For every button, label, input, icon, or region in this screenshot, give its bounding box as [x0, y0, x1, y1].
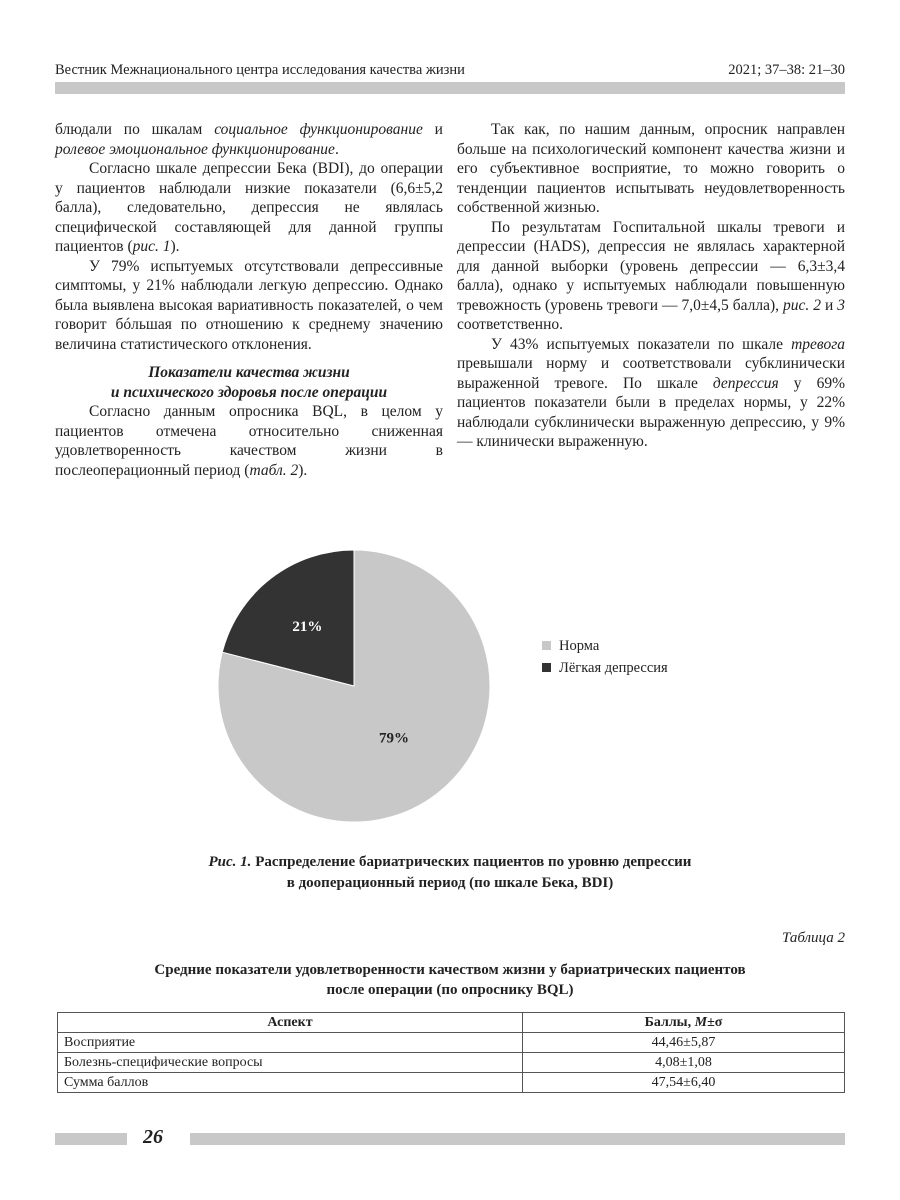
table-row — [58, 1053, 845, 1073]
pie-chart — [150, 545, 750, 845]
issue-info: 2021; 37–38: 21–30 — [728, 62, 845, 78]
paragraph: У 43% испытуемых показатели по шкале тревога превышали норму и соответствовали субклинически выраженной тревоге. По шкале депрессия у 69% пациентов показатели были в пределах нормы, у 22% наблюдали субклинически выраженную депрессию, у 9% — клинически выраженную. — [457, 335, 845, 450]
legend-item — [542, 635, 668, 657]
slice-data-label: 79% — [379, 730, 410, 747]
table-row — [58, 1033, 845, 1053]
table-cell: 44,46±5,87 — [523, 1033, 845, 1053]
table-title: Средние показатели удовлетворенности качеством жизни у бариатрических пациентов после операции (по опроснику BQL) — [154, 962, 746, 998]
pie-chart-svg — [150, 545, 550, 845]
paragraph: Так как, по нашим данным, опросник направлен больше на психологический компонент качества жизни и его субъективное восприятие, то можно говорить о тенденции пациентов испытывать неудовлетворенность собственной жизнью. — [457, 121, 845, 216]
paragraph: У 79% испытуемых отсутствовали депрессивные симптомы, у 21% наблюдали легкую депрессию. Однако была выявлена высокая вариативность показателей, о чем говорит бóльшая по отношению к среднему значению величина статистического отклонения. — [55, 257, 443, 353]
section-heading: Показатели качества жизни и психического здоровья после операции — [110, 364, 388, 401]
paragraph: По результатам Госпитальной шкалы тревоги и депрессии (HADS), депрессия не являлась характерной для данной выборки (уровень депрессии — 6,3±3,4 балла), однако у испытуемых наблюдали повышенную тревожность (уровень тревоги — 7,0±4,5 балла), рис. 2 и 3 соответственно. — [457, 218, 845, 333]
data-table — [57, 1012, 845, 1093]
table-label: Таблица 2 — [782, 930, 845, 946]
legend-label: Лёгкая депрессия — [559, 660, 668, 676]
table-cell: Болезнь-специфические вопросы — [58, 1053, 523, 1073]
table-cell: Восприятие — [58, 1033, 523, 1053]
paragraph: Согласно данным опросника BQL, в целом у пациентов отмечена относительно сниженная удовлетворенность качеством жизни в послеоперационный период (табл. 2). — [55, 403, 443, 479]
footer-bar — [190, 1133, 845, 1145]
slice-data-label: 21% — [292, 618, 323, 635]
table-row — [58, 1073, 845, 1093]
chart-legend — [542, 635, 668, 679]
table-cell: 47,54±6,40 — [523, 1073, 845, 1093]
legend-swatch — [542, 641, 551, 650]
paragraph: блюдали по шкалам социальное функционирование и ролевое эмоциональное функционирование. — [55, 121, 443, 158]
table-header-row — [58, 1013, 845, 1033]
legend-label: Норма — [559, 638, 600, 654]
column-header: Аспект — [58, 1013, 523, 1033]
journal-title: Вестник Межнационального центра исследования качества жизни — [55, 62, 465, 78]
table-cell: 4,08±1,08 — [523, 1053, 845, 1073]
right-column — [457, 120, 845, 452]
running-header — [55, 62, 845, 82]
page-number: 26 — [143, 1126, 163, 1148]
footer-bar — [55, 1133, 127, 1145]
left-column — [55, 120, 443, 480]
paragraph: Согласно шкале депрессии Бека (BDI), до операции у пациентов наблюдали низкие показатели (6,6±5,2 балла), следовательно, депрессия не являлась специфической составляющей для данной группы пациентов (рис. 1). — [55, 160, 443, 255]
figure-caption: Рис. 1. Распределение бариатрических пациентов по уровню депрессии в дооперационный период (по шкале Бека, BDI) — [208, 854, 692, 891]
column-header: Баллы, M±σ — [523, 1013, 845, 1033]
legend-swatch — [542, 663, 551, 672]
legend-item — [542, 657, 668, 679]
header-bar — [55, 82, 845, 94]
table-cell: Сумма баллов — [58, 1073, 523, 1093]
